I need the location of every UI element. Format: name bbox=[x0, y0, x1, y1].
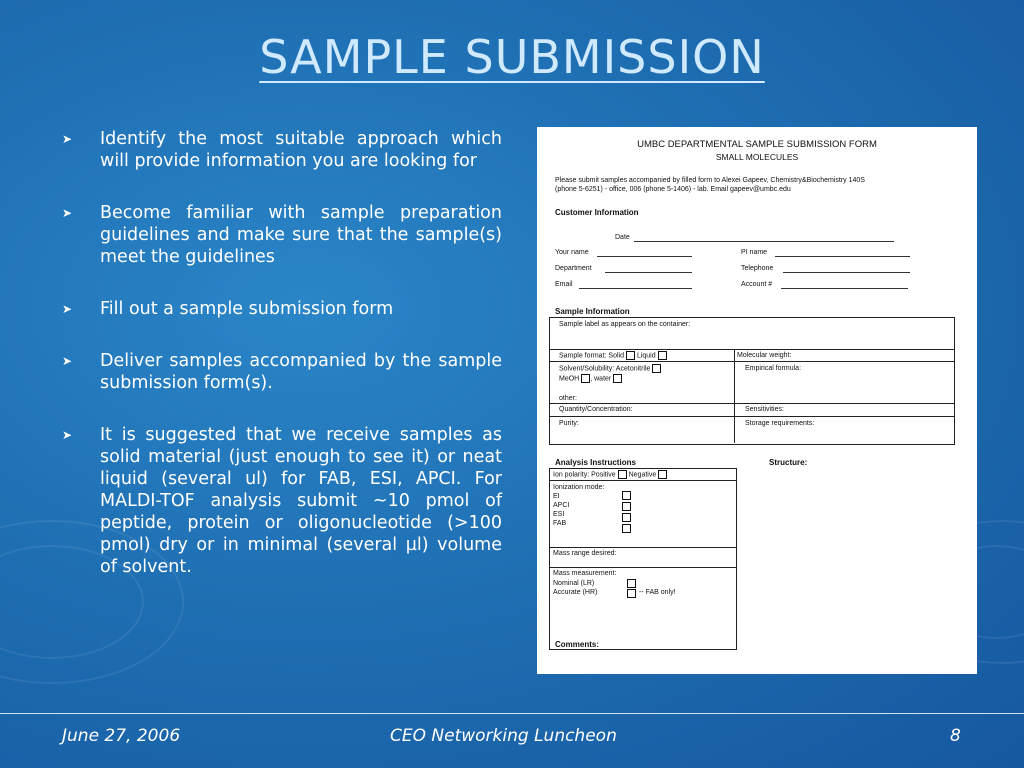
nominal-option: Nominal (LR) bbox=[553, 580, 595, 587]
arrow-bullet-icon: ➤ bbox=[62, 354, 73, 368]
date-label: Date bbox=[615, 234, 630, 241]
footer-date: June 27, 2006 bbox=[62, 726, 181, 746]
account-label: Account # bbox=[741, 281, 773, 288]
footer-divider bbox=[0, 713, 1024, 714]
your-name-label: Your name bbox=[555, 249, 589, 256]
analysis-heading: Analysis Instructions bbox=[555, 458, 636, 467]
department-label: Department bbox=[555, 265, 592, 272]
apci-option: APCI bbox=[553, 502, 570, 509]
form-title: UMBC DEPARTMENTAL SAMPLE SUBMISSION FORM bbox=[637, 139, 877, 150]
storage-field: Storage requirements: bbox=[745, 420, 815, 427]
account-line bbox=[781, 288, 908, 289]
analysis-table bbox=[549, 468, 737, 650]
sample-format-field: Sample format: Solid Liquid bbox=[559, 351, 667, 360]
molecular-weight-field: Molecular weight: bbox=[737, 352, 792, 359]
accurate-checkbox bbox=[627, 589, 636, 598]
solvent-field: Solvent/Solubility: Acetonitrile bbox=[559, 364, 661, 373]
sensitivities-field: Sensitivities: bbox=[745, 406, 784, 413]
bullet-item bbox=[62, 350, 502, 394]
bullet-item bbox=[62, 424, 502, 578]
table-divider bbox=[549, 416, 954, 417]
empirical-formula-field: Empirical formula: bbox=[745, 365, 802, 372]
mass-measurement-label: Mass measurement: bbox=[553, 570, 617, 577]
email-label: Email bbox=[555, 281, 573, 288]
meoh-checkbox bbox=[581, 374, 590, 383]
apci-checkbox bbox=[622, 502, 631, 511]
arrow-bullet-icon: ➤ bbox=[62, 132, 73, 146]
bullet-list bbox=[62, 128, 502, 608]
ei-checkbox bbox=[622, 491, 631, 500]
fab-only-note: -- FAB only! bbox=[639, 589, 676, 596]
bullet-item bbox=[62, 128, 502, 172]
arrow-bullet-icon: ➤ bbox=[62, 428, 73, 442]
fab-option: FAB bbox=[553, 520, 567, 527]
arrow-bullet-icon: ➤ bbox=[62, 206, 73, 220]
form-subtitle: SMALL MOLECULES bbox=[715, 152, 799, 162]
sample-info-heading: Sample Information bbox=[555, 307, 630, 316]
quantity-field: Quantity/Concentration: bbox=[559, 406, 633, 413]
purity-field: Purity: bbox=[559, 420, 579, 427]
liquid-checkbox bbox=[658, 351, 667, 360]
pi-name-line bbox=[775, 256, 910, 257]
bullet-text: Identify the most suitable approach which will provide information you are looking for bbox=[100, 129, 502, 171]
table-divider bbox=[549, 480, 736, 481]
telephone-line bbox=[783, 272, 910, 273]
table-divider bbox=[549, 361, 954, 362]
ionization-mode-label: Ionization mode: bbox=[553, 484, 605, 491]
fab-checkbox bbox=[622, 524, 631, 533]
accurate-option: Accurate (HR) bbox=[553, 589, 598, 596]
bullet-text: Fill out a sample submission form bbox=[100, 299, 394, 319]
meoh-field: MeOH , water bbox=[559, 374, 622, 383]
arrow-bullet-icon: ➤ bbox=[62, 302, 73, 316]
email-line bbox=[579, 288, 692, 289]
esi-checkbox bbox=[622, 513, 631, 522]
ei-option: EI bbox=[553, 493, 560, 500]
customer-info-heading: Customer Information bbox=[555, 208, 639, 217]
department-line bbox=[605, 272, 692, 273]
bullet-item bbox=[62, 298, 502, 320]
table-divider bbox=[549, 349, 954, 350]
negative-checkbox bbox=[658, 470, 667, 479]
nominal-checkbox bbox=[627, 579, 636, 588]
positive-checkbox bbox=[618, 470, 627, 479]
form-intro-line-1: Please submit samples accompanied by filled form to Alexei Gapeev, Chemistry&Biochemistry 140S bbox=[555, 177, 865, 184]
table-column-divider bbox=[734, 349, 735, 443]
footer-event: CEO Networking Luncheon bbox=[390, 726, 617, 746]
ion-polarity-field: Ion polarity: Positive Negative bbox=[553, 470, 667, 479]
table-divider bbox=[549, 403, 954, 404]
slide-title: SAMPLE SUBMISSION bbox=[259, 30, 765, 84]
bullet-text: Deliver samples accompanied by the sample submission form(s). bbox=[100, 351, 502, 393]
other-field: other: bbox=[559, 395, 577, 402]
comments-heading: Comments: bbox=[555, 640, 600, 649]
date-line bbox=[634, 241, 894, 242]
footer-page-number: 8 bbox=[950, 726, 961, 746]
table-divider bbox=[549, 567, 736, 568]
pi-name-label: PI name bbox=[741, 249, 768, 256]
solid-checkbox bbox=[626, 351, 635, 360]
structure-heading: Structure: bbox=[769, 458, 808, 467]
acetonitrile-checkbox bbox=[652, 364, 661, 373]
esi-option: ESI bbox=[553, 511, 565, 518]
table-divider bbox=[549, 547, 736, 548]
bullet-text: Become familiar with sample preparation guidelines and make sure that the sample(s) meet the guidelines bbox=[100, 203, 502, 267]
telephone-label: Telephone bbox=[741, 265, 774, 272]
mass-range-field: Mass range desired: bbox=[553, 550, 617, 557]
water-checkbox bbox=[613, 374, 622, 383]
bullet-text: It is suggested that we receive samples as solid material (just enough to see it) or neat liquid (several ul) for FAB, ESI, APCI. For MALDI-TOF analysis submit ~10 pmol of peptide, protein or oligonucleotide (>100 pmol) dry or in minimal (several µl) volume of solvent. bbox=[100, 425, 502, 577]
submission-form-image bbox=[537, 127, 977, 674]
your-name-line bbox=[597, 256, 692, 257]
form-intro-line-2: (phone 5-6251) - office, 006 (phone 5-1406) - lab. Email gapeev@umbc.edu bbox=[555, 186, 791, 193]
bullet-item bbox=[62, 202, 502, 268]
sample-label-field: Sample label as appears on the container: bbox=[559, 321, 691, 328]
